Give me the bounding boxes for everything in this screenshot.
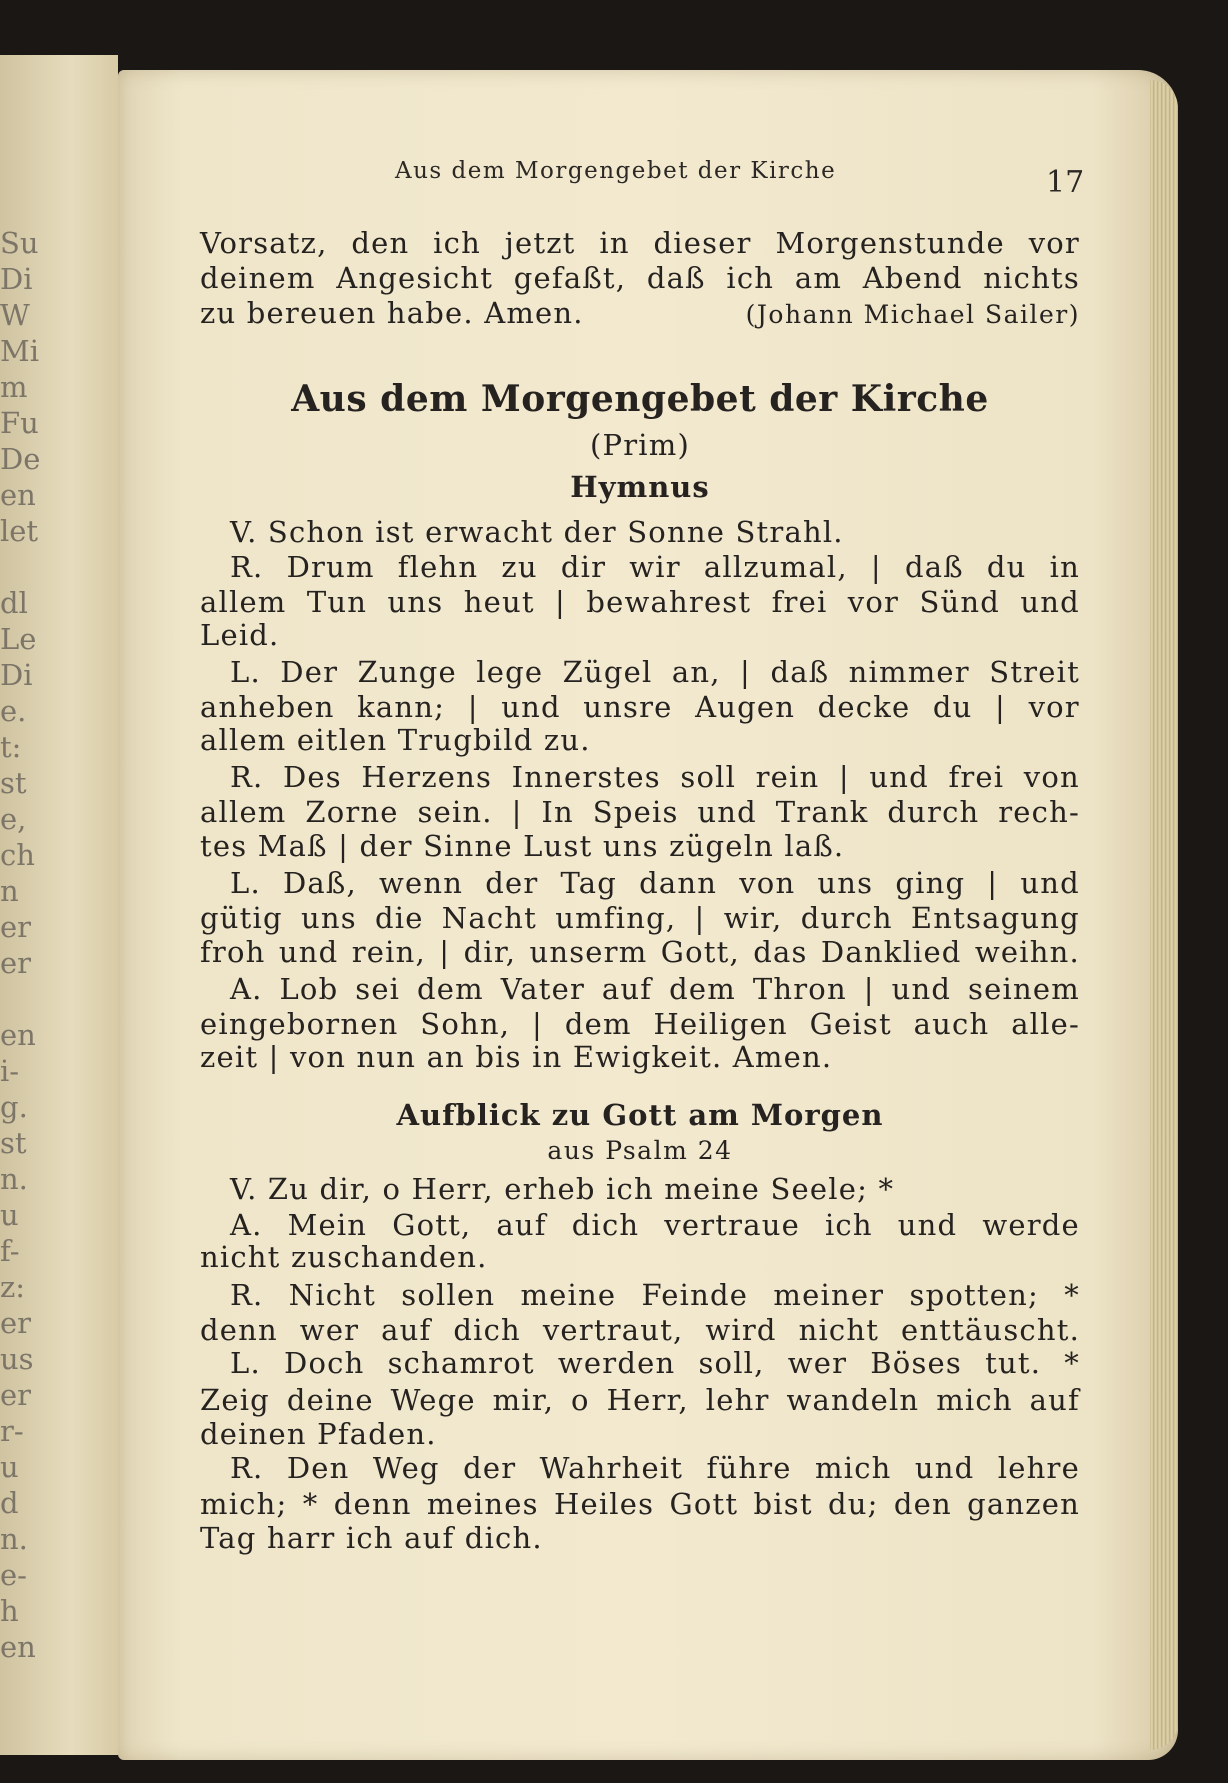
left-page-fragment: en bbox=[0, 1018, 36, 1052]
left-page-fragment: let bbox=[0, 514, 39, 548]
section-subtitle: (Prim) bbox=[590, 428, 690, 462]
hymn-line: allem Tun uns heut | bewahrest frei vor Sünd und bbox=[200, 585, 1080, 619]
psalm-line: Zeig deine Wege mir, o Herr, lehr wandeln mich auf bbox=[200, 1383, 1080, 1417]
intro-line: Vorsatz, den ich jetzt in dieser Morgenstunde vor bbox=[200, 226, 1080, 260]
left-page bbox=[0, 55, 118, 1755]
hymn-line: Leid. bbox=[200, 618, 280, 652]
running-title: Aus dem Morgengebet der Kirche bbox=[395, 158, 837, 184]
left-page-fragment bbox=[0, 549, 118, 585]
left-page-fragment: er bbox=[0, 1306, 32, 1340]
psalm-subtitle: aus Psalm 24 bbox=[547, 1136, 733, 1165]
left-page-fragment bbox=[0, 981, 118, 1017]
psalm-heading: Aufblick zu Gott am Morgen bbox=[396, 1098, 884, 1132]
intro-author: (Johann Michael Sailer) bbox=[745, 300, 1080, 329]
hymn-line: anheben kann; | und unsre Augen decke du | vor bbox=[200, 690, 1080, 724]
left-page-fragment: en bbox=[0, 1630, 36, 1664]
left-page-fragment: Le bbox=[0, 622, 37, 656]
psalm-line: deinen Pfaden. bbox=[200, 1417, 437, 1451]
left-page-fragment: n. bbox=[0, 1522, 28, 1556]
left-page-fragment: h bbox=[0, 1594, 19, 1628]
hymn-line: L. Daß, wenn der Tag dann von uns ging | und bbox=[230, 866, 1080, 900]
hymn-line: gütig uns die Nacht umfing, | wir, durch Entsagung bbox=[200, 901, 1080, 935]
left-page-fragment: n. bbox=[0, 1162, 28, 1196]
hymn-line: zeit | von nun an bis in Ewigkeit. Amen. bbox=[200, 1040, 833, 1074]
intro-last-line bbox=[200, 296, 1080, 330]
left-page-fragment: r- bbox=[0, 1414, 24, 1448]
left-page-fragment: u bbox=[0, 1198, 19, 1232]
psalm-line: V. Zu dir, o Herr, erheb ich meine Seele; * bbox=[230, 1172, 895, 1206]
left-page-fragment: f- bbox=[0, 1234, 20, 1268]
left-page-fragment: De bbox=[0, 442, 41, 476]
left-page-fragment: z: bbox=[0, 1270, 26, 1304]
psalm-line: R. Den Weg der Wahrheit führe mich und lehre bbox=[230, 1451, 1080, 1485]
intro-line: zu bereuen habe. Amen. bbox=[200, 296, 584, 330]
hymn-line: allem eitlen Trugbild zu. bbox=[200, 723, 591, 757]
psalm-line: nicht zuschanden. bbox=[200, 1240, 488, 1274]
left-page-fragment: dl bbox=[0, 586, 28, 620]
left-page-fragment: e. bbox=[0, 694, 27, 728]
page-edge bbox=[1150, 80, 1178, 1750]
page-number: 17 bbox=[1046, 165, 1085, 200]
hymn-line: A. Lob sei dem Vater auf dem Thron | und seinem bbox=[230, 972, 1080, 1006]
left-page-fragment: er bbox=[0, 910, 32, 944]
psalm-line: mich; * denn meines Heiles Gott bist du; den ganzen bbox=[200, 1487, 1080, 1521]
left-page-fragment: e- bbox=[0, 1558, 27, 1592]
left-page-fragments bbox=[0, 55, 118, 1665]
left-page-fragment: er bbox=[0, 946, 32, 980]
left-page-fragment: u bbox=[0, 1450, 19, 1484]
left-page-fragment: n bbox=[0, 874, 19, 908]
psalm-line: L. Doch schamrot werden soll, wer Böses tut. * bbox=[230, 1346, 1080, 1380]
left-page-fragment: e, bbox=[0, 802, 27, 836]
section-title: Aus dem Morgengebet der Kirche bbox=[291, 378, 989, 420]
intro-line: deinem Angesicht gefaßt, daß ich am Abend nichts bbox=[200, 261, 1080, 295]
left-page-fragment: Fu bbox=[0, 406, 39, 440]
hymn-line: allem Zorne sein. | In Speis und Trank durch rech- bbox=[200, 795, 1080, 829]
left-page-fragment: Su bbox=[0, 226, 39, 260]
hymn-line: R. Des Herzens Innerstes soll rein | und frei von bbox=[230, 760, 1080, 794]
hymn-line: tes Maß | der Sinne Lust uns zügeln laß. bbox=[200, 829, 845, 863]
hymn-line: V. Schon ist erwacht der Sonne Strahl. bbox=[230, 515, 844, 549]
left-page-fragment: i- bbox=[0, 1054, 20, 1088]
psalm-line: Tag harr ich auf dich. bbox=[200, 1521, 543, 1555]
hymn-line: R. Drum flehn zu dir wir allzumal, | daß du in bbox=[230, 550, 1080, 584]
left-page-fragment: g. bbox=[0, 1090, 28, 1124]
left-page-fragment: m bbox=[0, 370, 28, 404]
psalm-line: R. Nicht sollen meine Feinde meiner spotten; * bbox=[230, 1278, 1080, 1312]
hymn-line: L. Der Zunge lege Zügel an, | daß nimmer Streit bbox=[230, 655, 1080, 689]
left-page-fragment: Mi bbox=[0, 334, 39, 368]
left-page-fragment: W bbox=[0, 298, 30, 332]
left-page-fragment: ch bbox=[0, 838, 35, 872]
left-page-fragment: Di bbox=[0, 658, 33, 692]
left-page-fragment: d bbox=[0, 1486, 19, 1520]
psalm-line: denn wer auf dich vertraut, wird nicht enttäuscht. bbox=[200, 1313, 1080, 1347]
left-page-fragment: Di bbox=[0, 262, 33, 296]
psalm-line: A. Mein Gott, auf dich vertraue ich und werde bbox=[230, 1208, 1080, 1242]
hymn-line: froh und rein, | dir, unserm Gott, das Danklied weihn. bbox=[200, 935, 1080, 969]
left-page-fragment: er bbox=[0, 1378, 32, 1412]
left-page-fragment: en bbox=[0, 478, 36, 512]
hymn-line: eingebornen Sohn, | dem Heiligen Geist auch alle- bbox=[200, 1007, 1080, 1041]
left-page-fragment: st bbox=[0, 1126, 27, 1160]
left-page-fragment: us bbox=[0, 1342, 34, 1376]
left-page-fragment: t: bbox=[0, 730, 22, 764]
hymn-heading: Hymnus bbox=[570, 470, 710, 504]
left-page-fragment: st bbox=[0, 766, 27, 800]
